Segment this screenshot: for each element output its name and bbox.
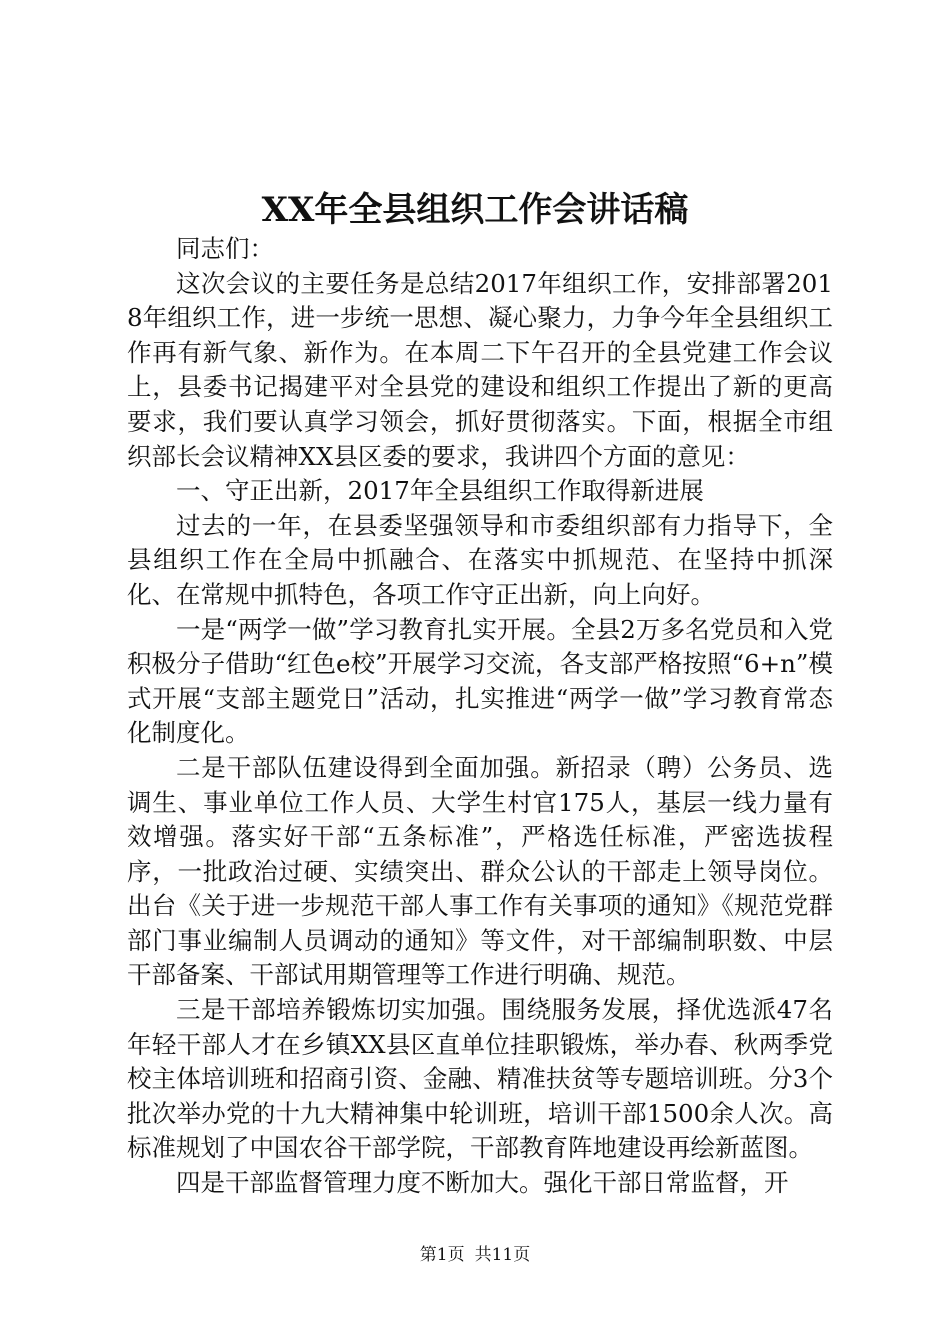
- page-number: 第1页: [419, 1245, 465, 1265]
- body-paragraph: 一是“两学一做”学习教育扎实开展。全县2万多名党员和入党积极分子借助“红色e校”开展学习交流，各支部严格按照“6+n”模式开展“支部主题党日”活动，扎实推进“两学一做”学习教育常态化制度化。: [127, 614, 833, 748]
- body-paragraph: 二是干部队伍建设得到全面加强。新招录（聘）公务员、选调生、事业单位工作人员、大学生村官175人，基层一线力量有效增强。落实好干部“五条标准”，严格选任标准，严密选拔程序，一批政治过硬、实绩突出、群众公认的干部走上领导岗位。出台《关于进一步规范干部人事工作有关事项的通知》《规范党群部门事业编制人员调动的通知》等文件，对干部编制职数、中层干部备案、干部试用期管理等工作进行明确、规范。: [127, 752, 833, 990]
- document-title: XX年全县组织工作会讲话稿: [261, 190, 689, 230]
- document-body: [127, 232, 833, 1201]
- body-paragraph: 过去的一年，在县委坚强领导和市委组织部有力指导下，全县组织工作在全局中抓融合、在落实中抓规范、在坚持中抓深化、在常规中抓特色，各项工作守正出新，向上向好。: [127, 510, 833, 609]
- salutation: 同志们：: [176, 234, 274, 263]
- page-footer: [0, 1243, 950, 1267]
- page-total: 共11页: [474, 1245, 531, 1265]
- intro-paragraph: 这次会议的主要任务是总结2017年组织工作，安排部署2018年组织工作，进一步统一思想、凝心聚力，力争今年全县组织工作再有新气象、新作为。在本周二下午召开的全县党建工作会议上，县委书记揭建平对全县党的建设和组织工作提出了新的更高要求，我们要认真学习领会，抓好贯彻落实。下面，根据全市组织部长会议精神XX县区委的要求，我讲四个方面的意见：: [127, 268, 833, 471]
- body-paragraph: 三是干部培养锻炼切实加强。围绕服务发展，择优选派47名年轻干部人才在乡镇XX县区直单位挂职锻炼，举办春、秋两季党校主体培训班和招商引资、金融、精准扶贫等专题培训班。分3个批次举办党的十九大精神集中轮训班，培训干部1500余人次。高标准规划了中国农谷干部学院，干部教育阵地建设再绘新蓝图。: [127, 995, 833, 1163]
- body-paragraph: 四是干部监督管理力度不断加大。强化干部日常监督，开: [176, 1168, 789, 1198]
- section-heading: 一、守正出新，2017年全县组织工作取得新进展: [176, 476, 704, 506]
